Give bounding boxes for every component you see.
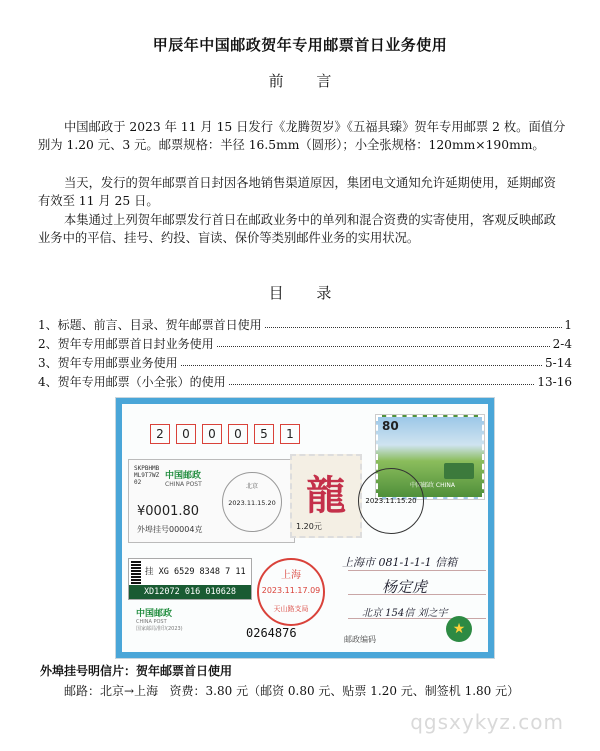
table-of-contents <box>38 316 572 392</box>
star-emblem-icon: ★ <box>446 616 472 642</box>
dragon-stamp-value: 1.20元 <box>296 522 322 531</box>
postcode-digit: 1 <box>280 424 300 444</box>
registration-barcode-label <box>128 558 252 600</box>
postal-code-label: 邮政编码 <box>344 635 376 644</box>
stamp-country: 中国邮政 CHINA <box>410 482 455 489</box>
exhibit-route <box>64 682 519 699</box>
postcard-border <box>116 398 122 658</box>
exhibit-caption <box>40 662 232 679</box>
postcard-serial: 0264876 <box>246 626 297 640</box>
address-line <box>348 570 486 571</box>
page-title: 甲辰年中国邮政贺年专用邮票首日业务使用 <box>152 36 448 54</box>
meter-logo-en: CHINA POST <box>165 481 202 488</box>
china-post-note: 国家邮局准印(2023) <box>136 626 183 632</box>
toc-item-label: 2、贺年专用邮票首日封业务使用 <box>38 335 216 354</box>
meter-postmark-date: 2023.11.15.20 <box>228 499 276 507</box>
arrival-postmark-city: 上海 <box>281 570 301 581</box>
arrival-postmark-date: 2023.11.17.09 <box>261 586 321 595</box>
toc-item-label: 4、贺年专用邮票（小全张）的使用 <box>38 373 228 392</box>
tracking-number: XD12072 016 010628 <box>129 585 251 599</box>
toc-item-label: 1、标题、前言、目录、贺年邮票首日使用 <box>38 316 264 335</box>
caption-label: 外埠挂号明信片： <box>40 664 137 678</box>
postcard-border <box>488 398 494 658</box>
toc-item-page: 1 <box>562 316 572 335</box>
arrival-postmark-office: 天山路支局 <box>273 605 309 613</box>
sender-address: 北京 154信 刘之宇 <box>362 608 448 619</box>
fee-value: 3.80 元（邮资 0.80 元、贴票 1.20 元、制签机 1.80 元） <box>205 684 520 698</box>
postcode-digit: 0 <box>202 424 222 444</box>
toc-item <box>38 373 572 392</box>
bus-illustration <box>444 463 474 479</box>
toc-item <box>38 316 572 335</box>
toc-item-page: 5-14 <box>543 354 572 373</box>
meter-logo-text: 中国邮政 <box>165 471 202 481</box>
preface-paragraph-1: 中国邮政于 2023 年 11 月 15 日发行《龙腾贺岁》《五福具臻》贺年专用邮票 2 枚。面值分别为 1.20 元、3 元。邮票规格：半径 16.5mm（圆形）；小全张规格：120mm×190mm。 <box>38 120 566 152</box>
postcode-digit: 0 <box>176 424 196 444</box>
toc-item <box>38 335 572 354</box>
postcard-border <box>116 398 494 404</box>
preface-paragraph-2: 当天，发行的贺年邮票首日封因各地销售渠道原因，集团电文通知允许延期使用，延期邮资有效至 11 月 25 日。 <box>38 176 556 208</box>
first-day-postmark <box>358 468 424 534</box>
toc-item-page: 13-16 <box>535 373 572 392</box>
toc-item-label: 3、贺年专用邮票业务使用 <box>38 354 180 373</box>
meter-postmark <box>222 472 282 532</box>
china-post-text: 中国邮政 <box>136 609 173 619</box>
registration-number: 挂 XG 6529 8348 7 11 <box>145 567 246 577</box>
china-post-imprint <box>136 606 183 632</box>
route-value: 北京→上海 <box>100 684 159 698</box>
meter-postmark-place: 北京 <box>245 483 258 490</box>
site-watermark: qgsxykyz.com <box>410 710 564 734</box>
china-post-en: CHINA POST <box>136 619 167 625</box>
preface-paragraph-3: 本集通过上列贺年邮票发行首日在邮政业务中的单列和混合资费的实寄使用，客观反映邮政业务中的平信、挂号、约投、盲读、保价等类别邮件业务的实用状况。 <box>38 213 556 245</box>
fee-label: 资费： <box>169 684 206 698</box>
registered-postcard <box>115 397 495 659</box>
meter-note: 外埠挂号00004克 <box>137 525 203 534</box>
postcode-digit: 2 <box>150 424 170 444</box>
meter-value: ¥0001.80 <box>137 504 200 519</box>
recipient-name: 杨定虎 <box>382 578 428 596</box>
recipient-address: 上海市 081-1-1-1 信箱 <box>342 556 458 569</box>
dragon-new-year-stamp <box>290 454 362 538</box>
route-label: 邮路： <box>64 684 101 698</box>
postcode-digit: 5 <box>254 424 274 444</box>
postage-meter-label <box>128 459 295 543</box>
toc-item-page: 2-4 <box>551 335 572 354</box>
preface-heading: 前 言 <box>268 72 346 90</box>
dragon-glyph: 龍 <box>306 472 346 519</box>
postcard-border <box>116 652 494 658</box>
postcode-digit: 0 <box>228 424 248 444</box>
china-post-logo <box>165 468 202 488</box>
meter-code: SKPBHMBML9T7WZ02 <box>134 465 160 486</box>
arrival-postmark <box>257 558 325 626</box>
first-day-postmark-date: 2023.11.15.20 <box>365 497 417 505</box>
toc-item <box>38 354 572 373</box>
stamp-value: 80 <box>382 419 399 433</box>
toc-heading: 目 录 <box>268 284 346 302</box>
caption-text: 贺年邮票首日使用 <box>136 664 233 678</box>
